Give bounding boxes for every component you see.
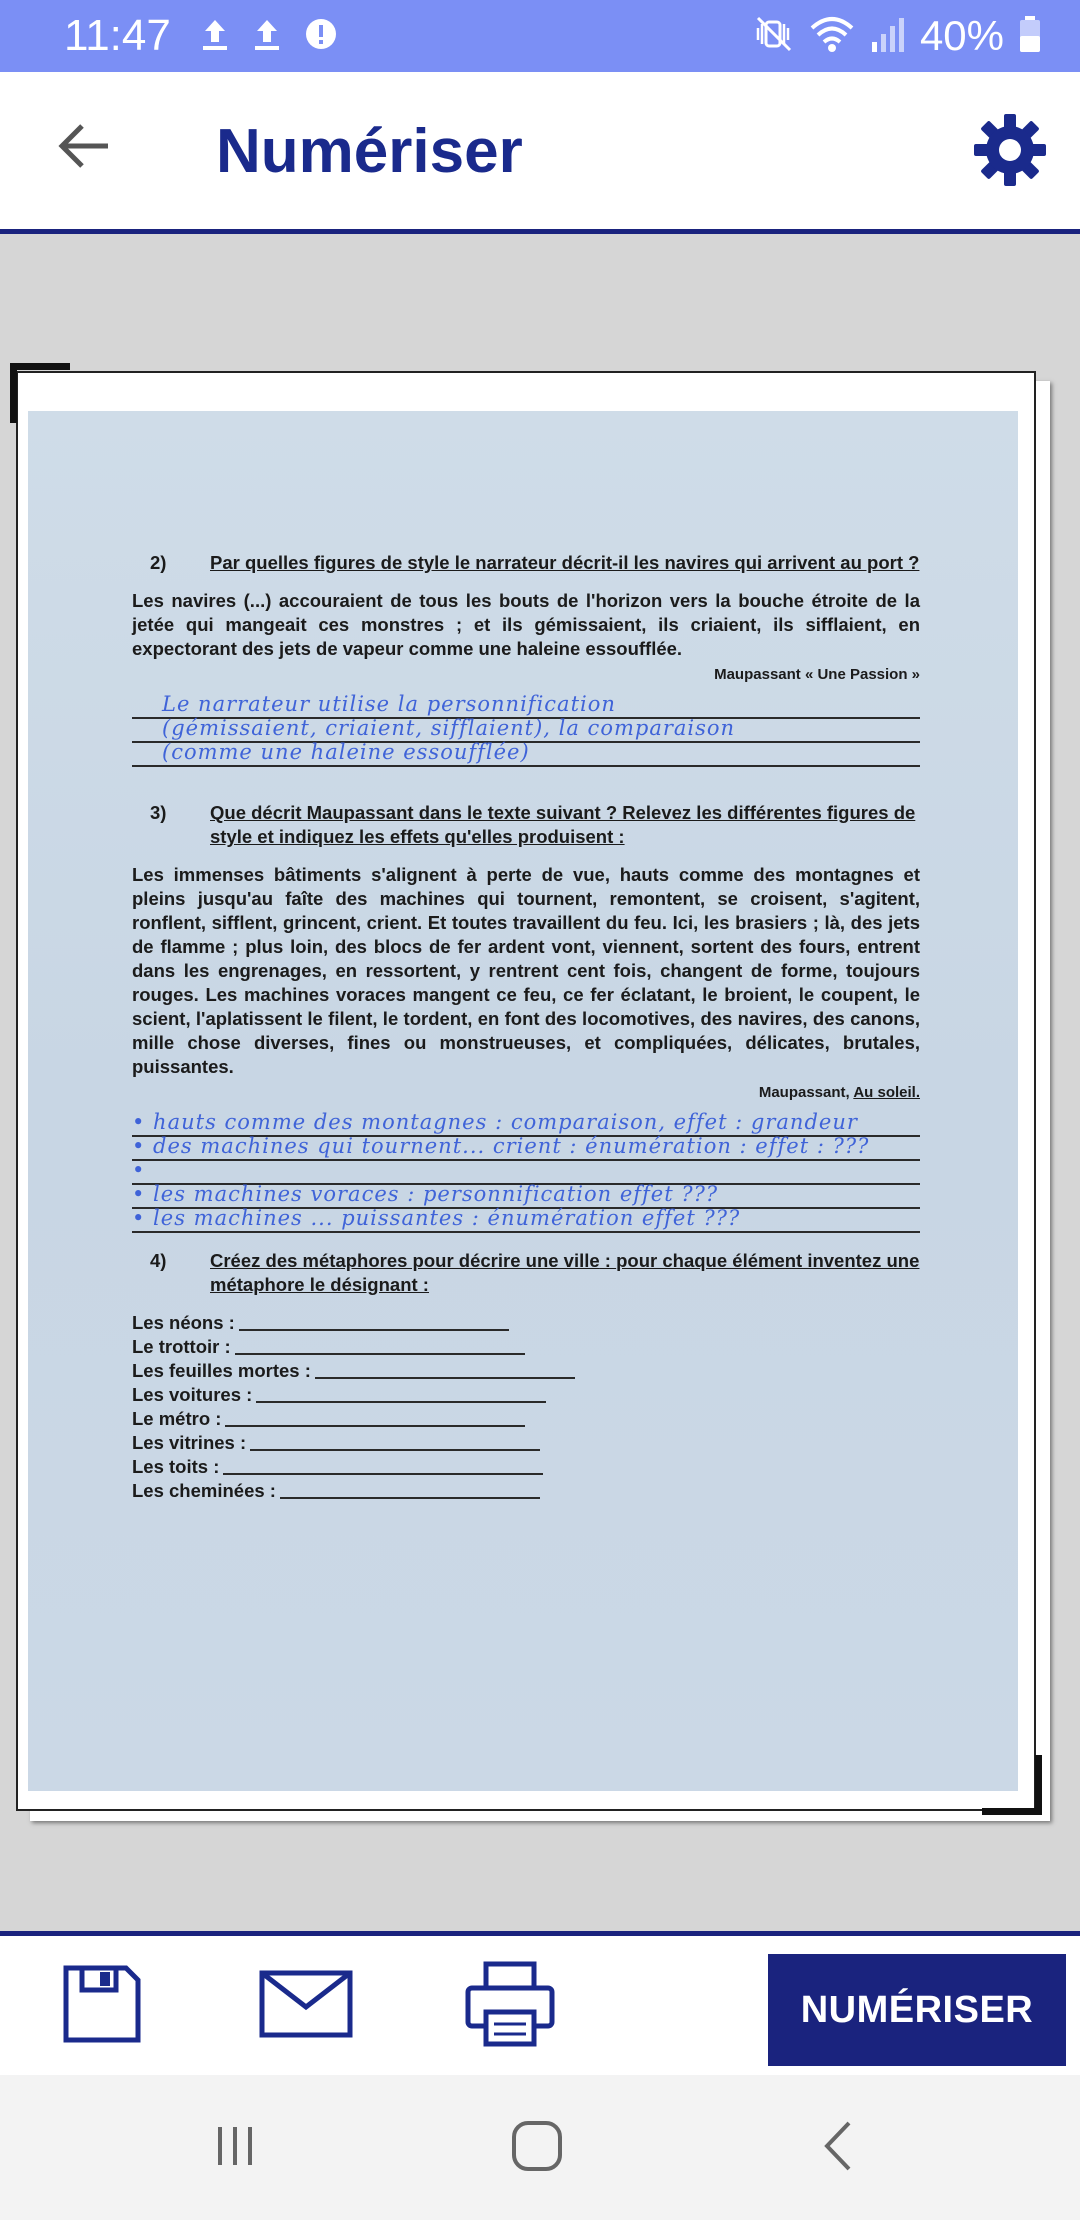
settings-button[interactable] [970, 112, 1050, 192]
upload-icon [200, 16, 230, 57]
system-nav-bar [0, 2075, 1080, 2220]
app-bar [0, 72, 1080, 234]
scanned-document[interactable] [16, 371, 1036, 1811]
status-bar [0, 0, 1080, 72]
back-button[interactable] [48, 112, 120, 184]
fill-row: Les cheminées : [132, 1479, 920, 1503]
floppy-disk-icon [60, 1962, 144, 2051]
crop-handle-bottom-right[interactable] [982, 1755, 1042, 1815]
fill-row: Les feuilles mortes : [132, 1359, 920, 1383]
bottom-action-bar [0, 1931, 1080, 2075]
battery-icon [1018, 14, 1042, 59]
battery-percent: 40% [919, 12, 1004, 59]
gear-icon [972, 112, 1048, 193]
answer-line: • les machines ... puissantes : énumération effet ??? [132, 1209, 920, 1233]
crop-handle-top-left[interactable] [10, 363, 70, 423]
answer-line: • [132, 1161, 920, 1185]
answer-line: • hauts comme des montagnes : comparaison, effet : grandeur [132, 1113, 920, 1137]
fill-row: Le métro : [132, 1407, 920, 1431]
status-icons-right [754, 12, 1042, 60]
answer-line: Le narrateur utilise la personnification [132, 695, 920, 719]
home-button[interactable] [502, 2113, 572, 2183]
fill-row: Les toits : [132, 1455, 920, 1479]
recents-icon [210, 2121, 260, 2176]
answer-line: (gémissaient, criaient, sifflaient), la comparaison [132, 719, 920, 743]
printer-icon [464, 1960, 556, 2053]
arrow-left-icon [56, 122, 112, 175]
page-title: Numériser [216, 117, 523, 186]
question-2-answers [132, 692, 920, 767]
home-icon [510, 2119, 564, 2178]
status-time: 11:47 [64, 11, 171, 60]
question-2-text: Les navires (...) accouraient de tous les bouts de l'horizon vers la bouche étroite de la jetée qui mangeait ces monstres ; et ils gémissaient, ils criaient, ils sifflaient, en expectorant des jets de vapeur comme une haleine essoufflée. [132, 590, 920, 659]
answer-line: • les machines voraces : personnification effet ??? [132, 1185, 920, 1209]
nav-back-button[interactable] [804, 2113, 874, 2183]
question-4-title: 4) Créez des métaphores pour décrire une ville : pour chaque élément inventez une métaphore le désignant : [150, 1250, 920, 1295]
wifi-icon [808, 14, 856, 59]
question-3-title: 3) Que décrit Maupassant dans le texte suivant ? Relevez les différentes figures de style et indiquez les effets qu'elles produisent : [150, 802, 916, 847]
print-button[interactable] [462, 1958, 558, 2054]
envelope-icon [258, 1969, 354, 2044]
email-button[interactable] [258, 1958, 354, 2054]
answer-line: • des machines qui tournent... crient : énumération : effet : ??? [132, 1137, 920, 1161]
status-icons-left [200, 16, 338, 56]
document-page [28, 411, 1018, 1791]
signal-icon [870, 14, 906, 59]
question-3-source: Maupassant, Au soleil. [758, 1084, 920, 1101]
question-3-answers [132, 1110, 920, 1233]
answer-line: (comme une haleine essoufflée) [132, 743, 920, 767]
back-icon [819, 2119, 859, 2178]
scan-button[interactable]: NUMÉRISER [768, 1954, 1066, 2066]
question-2-source: Maupassant « Une Passion » [714, 666, 920, 683]
recents-button[interactable] [200, 2113, 270, 2183]
alert-icon [304, 17, 338, 56]
upload-icon [252, 16, 282, 57]
fill-row: Les néons : [132, 1311, 920, 1335]
document-content [132, 551, 920, 1503]
fill-row: Les voitures : [132, 1383, 920, 1407]
scan-preview-area [0, 239, 1080, 1931]
mute-icon [754, 14, 794, 59]
fill-row: Le trottoir : [132, 1335, 920, 1359]
save-button[interactable] [54, 1958, 150, 2054]
question-3-text: Les immenses bâtiments s'alignent à perte de vue, hauts comme des montagnes et pleins jusqu'au faîte des machines qui tournent, remontent, se croisent, s'agitent, ronflent, sifflent, grincent, crient. Et toutes travaillent du feu. Ici, les brasiers ; là, des jets de flamme ; plus loin, des blocs de fer ardent vont, viennent, sortent des fours, entrent dans les engrenages, en ressortent, y rentrent cent fois, changent de forme, toujours rouges. Les machines voraces mangent ce feu, ce fer éclatant, le broient, le coupent, le scient, l'aplatissent le filent, le tordent, en font des locomotives, des navires, des canons, mille chose diverses, fines ou monstrueuses, et compliquées, délicates, brutales, puissantes. [132, 864, 920, 1077]
fill-row: Les vitrines : [132, 1431, 920, 1455]
question-2-title: 2) Par quelles figures de style le narrateur décrit-il les navires qui arrivent au port ? [150, 552, 920, 573]
